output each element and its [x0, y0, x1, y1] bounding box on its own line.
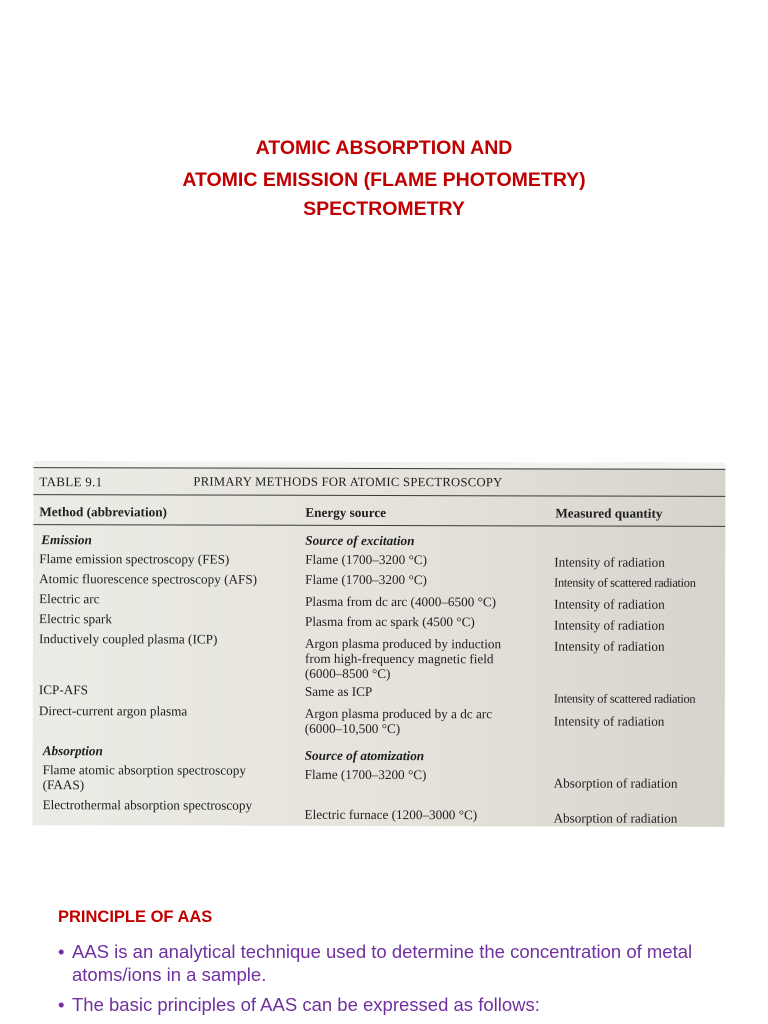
- table-cell: (6000–8500 °C): [304, 665, 391, 682]
- table-cell: (6000–10,500 °C): [304, 720, 401, 737]
- table-cell: Same as ICP: [304, 683, 373, 699]
- title-line-3: SPECTROMETRY: [303, 198, 465, 220]
- table-cell: Plasma from ac spark (4500 °C): [305, 613, 475, 630]
- table-cell: Intensity of scattered radiation: [553, 691, 696, 706]
- table-cell: Electric furnace (1200–3000 °C): [304, 806, 478, 823]
- table-cell: Flame (1700–3200 °C): [305, 551, 428, 568]
- table-cell: Absorption of radiation: [553, 775, 678, 791]
- section-heading: PRINCIPLE OF AAS: [58, 908, 213, 926]
- table-cell: Intensity of radiation: [553, 713, 665, 729]
- table-cell: Argon plasma produced by induction: [304, 635, 502, 652]
- table-cell: Electrothermal absorption spectroscopy: [42, 797, 253, 813]
- list-item: [58, 993, 748, 1016]
- emission-source-label: Source of excitation: [305, 532, 415, 549]
- table-cell: Electric arc: [39, 591, 100, 607]
- absorption-source-label: Source of atomization: [304, 747, 425, 764]
- table-cell: Intensity of scattered radiation: [554, 575, 696, 590]
- title-line-2: ATOMIC EMISSION (FLAME PHOTOMETRY): [182, 169, 586, 191]
- list-item: [58, 940, 748, 986]
- bullet-list: [58, 940, 748, 1023]
- table-cell: Inductively coupled plasma (ICP): [38, 631, 218, 647]
- header-measured-quantity: Measured quantity: [555, 505, 663, 521]
- title-line-1: ATOMIC ABSORPTION AND: [255, 137, 513, 159]
- table-cell: Intensity of radiation: [553, 638, 665, 654]
- bullet-icon: •: [58, 994, 65, 1015]
- header-energy-source: Energy source: [305, 504, 387, 521]
- table-cell: Argon plasma produced by a dc arc: [304, 705, 493, 722]
- bullet-icon: •: [58, 941, 65, 962]
- table-cell: Flame atomic absorption spectroscopy: [42, 762, 246, 778]
- table-cell: Direct-current argon plasma: [38, 703, 188, 719]
- emission-label: Emission: [41, 532, 92, 548]
- absorption-label: Absorption: [42, 743, 103, 759]
- slide-title: [0, 134, 768, 224]
- table-cell: Plasma from dc arc (4000–6500 °C): [305, 593, 497, 610]
- table-cell: (FAAS): [42, 777, 85, 793]
- table-cell: Absorption of radiation: [553, 810, 678, 826]
- header-method: Method (abbreviation): [39, 504, 167, 520]
- table-cell: Atomic fluorescence spectroscopy (AFS): [39, 571, 258, 587]
- table-caption: PRIMARY METHODS FOR ATOMIC SPECTROSCOPY: [193, 474, 503, 490]
- table-cell: Intensity of radiation: [554, 554, 665, 570]
- table-number: TABLE 9.1: [39, 474, 103, 490]
- table-cell: Intensity of radiation: [554, 617, 665, 633]
- table-cell: Flame emission spectroscopy (FES): [39, 551, 230, 567]
- table-cell: ICP-AFS: [38, 682, 89, 698]
- table-photo: [33, 461, 726, 827]
- bullet-text: AAS is an analytical technique used to determine the concentration of metal atoms/ions in a sample.: [72, 941, 693, 985]
- bullet-text: The basic principles of AAS can be expressed as follows:: [72, 994, 540, 1015]
- table-cell: Electric spark: [39, 611, 112, 627]
- table-cell: Intensity of radiation: [554, 596, 665, 612]
- table-cell: from high-frequency magnetic field: [304, 650, 494, 667]
- table-cell: Flame (1700–3200 °C): [305, 571, 427, 588]
- table-cell: Flame (1700–3200 °C): [304, 766, 427, 783]
